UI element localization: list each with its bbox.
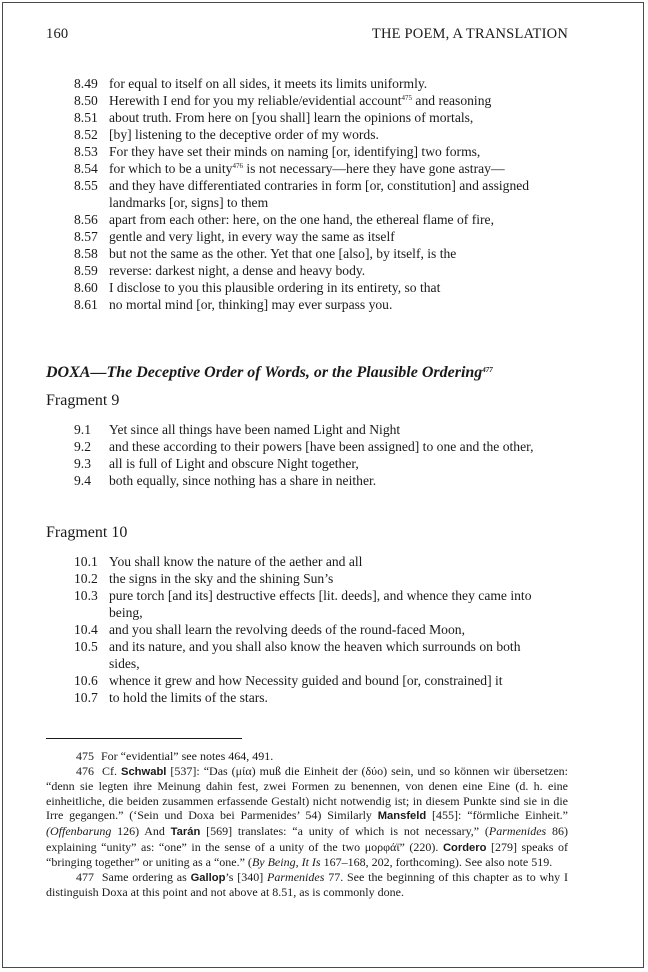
verse-line — [74, 689, 608, 706]
line-number: 8.60 — [74, 280, 98, 295]
section-title: DOXA—The Deceptive Order of Words, or the Plausible Ordering$^{477}$ — [46, 364, 493, 381]
line-text: reverse: darkest night, a dense and heavy body. — [109, 263, 366, 278]
line-number: 9.3 — [74, 456, 91, 471]
footnote-ref-475: 475 — [401, 94, 413, 102]
line-number — [74, 194, 109, 211]
fragment10-lines — [74, 553, 608, 706]
running-header — [46, 26, 568, 43]
line-text: to hold the limits of the stars. — [109, 690, 268, 705]
page-number: 160 — [46, 26, 69, 42]
author-name: Mansfeld — [377, 810, 427, 823]
line-number: 8.61 — [74, 297, 98, 312]
verse-line — [74, 75, 608, 92]
author-name: Gallop — [190, 871, 226, 884]
line-text: sides, — [109, 656, 140, 671]
line-text: landmarks [or, signs] to them — [109, 195, 269, 210]
book-title: (Offenbarung — [46, 823, 112, 838]
verse-line — [74, 109, 608, 126]
footnote-477: 477 Same ordering as Gallop’s [340] Parmenides 77. See the beginning of this chapter as to why I distinguish Doxa at this point and not above at 8.51, as is commonly done. — [46, 869, 568, 900]
line-text: and you shall learn the revolving deeds of the round-faced Moon, — [109, 622, 465, 637]
line-text: for equal to itself on all sides, it meets its limits uniformly. — [109, 76, 428, 91]
footnote-number: 476 — [76, 763, 94, 778]
verse-line — [74, 126, 608, 143]
line-number: 8.52 — [74, 127, 98, 142]
book-title: By Being, It Is — [251, 855, 321, 870]
line-number: 8.49 — [74, 76, 98, 91]
footnote-476: 476 Cf. Schwabl [537]: “Das (μία) muß die Einheit der (δύο) sein, und so können wir übersetzen: “denn sie legten ihre Meinung dahin fest, zwei Formen zu benennen, von denen eine Eine (d. h. eine einheitliche, die beiden zusammen erfassende Gestalt) nicht notwendig ist; in diesem Punkte sind sie in die Irre gegangen.” (‘Sein und Doxa bei Parmenides’ 54) Similarly Mansfeld [455]: “förmliche Einheit.” (Offenbarung 126) And Tarán [569] translates: “a unity of which is not necessary,” (Parmenides 86) explaining “unity” as: “one” in the sense of a unity of the two μορφάϊ” (220). Cordero [279] speaks of “bringing together” or uniting as a “one.” (By Being, It Is 167–168, 202, forthcoming). See also note 519. — [46, 763, 569, 870]
line-text: [by] listening to the deceptive order of my words. — [109, 127, 379, 142]
verse-line — [74, 472, 608, 489]
footnotes — [46, 749, 568, 900]
line-number: 8.59 — [74, 263, 98, 278]
verse-line-continuation — [74, 655, 608, 672]
running-title: THE POEM, A TRANSLATION — [371, 26, 568, 42]
line-number: 10.7 — [74, 690, 98, 705]
line-text: both equally, since nothing has a share in neither. — [109, 473, 377, 488]
line-number: 10.6 — [74, 673, 98, 688]
line-text: apart from each other: here, on the one hand, the ethereal flame of fire, — [109, 212, 494, 227]
line-text: for which to be a unity — [109, 161, 233, 176]
line-text: whence it grew and how Necessity guided and bound [or, constrained] it — [109, 673, 503, 688]
line-number: 8.50 — [74, 93, 98, 108]
fragment8-lines — [74, 75, 608, 313]
line-number: 10.3 — [74, 588, 98, 603]
footnote-ref-477: 477 — [482, 366, 493, 374]
fragment-9-heading: Fragment 9 — [46, 392, 120, 409]
line-number: 9.4 — [74, 473, 91, 488]
line-text: gentle and very light, in every way the same as itself — [109, 229, 395, 244]
verse-line — [74, 421, 608, 438]
verse-line — [74, 587, 608, 604]
verse-line-continuation — [74, 604, 608, 621]
line-number: 9.1 — [74, 422, 91, 437]
line-number: 8.54 — [74, 161, 98, 176]
line-text: being, — [109, 605, 143, 620]
line-text: about truth. From here on [you shall] learn the opinions of mortals, — [109, 110, 474, 125]
line-text: and they have differentiated contraries in form [or, constitution] and assigned — [109, 178, 530, 193]
line-text: and these according to their powers [have been assigned] to one and the other, — [109, 439, 534, 454]
line-text: You shall know the nature of the aether and all — [109, 554, 363, 569]
line-number — [74, 604, 109, 621]
line-text: the signs in the sky and the shining Sun’s — [109, 571, 334, 586]
line-number — [74, 655, 109, 672]
footnote-number: 475 — [76, 749, 94, 763]
author-name: Tarán — [170, 825, 201, 838]
line-number: 8.53 — [74, 144, 98, 159]
verse-line — [74, 211, 608, 228]
line-number: 8.58 — [74, 246, 98, 261]
book-title: Parmenides — [488, 823, 547, 838]
verse-line — [74, 455, 608, 472]
verse-line-continuation — [74, 194, 608, 211]
verse-line — [74, 570, 608, 587]
line-number: 10.2 — [74, 571, 98, 586]
line-text: I disclose to you this plausible ordering in its entirety, so that — [109, 280, 441, 295]
footnote-475: 475 For “evidential” see notes 464, 491. — [76, 749, 274, 763]
footnote-rule — [46, 738, 242, 739]
verse-line — [74, 228, 608, 245]
verse-line — [74, 143, 608, 160]
verse-line — [74, 262, 608, 279]
verse-line — [74, 245, 608, 262]
verse-line — [74, 672, 608, 689]
verse-line — [74, 92, 608, 109]
line-text: Herewith I end for you my reliable/evidential account — [109, 93, 402, 108]
line-text: Yet since all things have been named Light and Night — [109, 422, 401, 437]
verse-line — [74, 638, 608, 655]
verse-line — [74, 621, 608, 638]
line-number: 8.56 — [74, 212, 98, 227]
verse-line — [74, 296, 608, 313]
line-text: and reasoning — [412, 93, 492, 108]
verse-line — [74, 279, 608, 296]
author-name: Schwabl — [121, 765, 167, 778]
fragment-10-heading: Fragment 10 — [46, 524, 128, 541]
line-number: 10.4 — [74, 622, 98, 637]
line-number: 8.55 — [74, 178, 98, 193]
line-text: and its nature, and you shall also know the heaven which surrounds on both — [109, 639, 521, 654]
line-number: 9.2 — [74, 439, 91, 454]
verse-line — [74, 438, 608, 455]
line-text: but not the same as the other. Yet that one [also], by itself, is the — [109, 246, 457, 261]
line-number: 10.1 — [74, 554, 98, 569]
line-text: no mortal mind [or, thinking] may ever surpass you. — [109, 297, 393, 312]
book-title: Parmenides — [267, 869, 325, 884]
verse-line — [74, 177, 608, 194]
line-text: all is full of Light and obscure Night together, — [109, 456, 359, 471]
line-number: 8.57 — [74, 229, 98, 244]
footnote-ref-476: 476 — [232, 162, 243, 170]
line-number: 8.51 — [74, 110, 98, 125]
line-text: For they have set their minds on naming [or, identifying] two forms, — [109, 144, 481, 159]
fragment9-lines — [74, 421, 608, 489]
author-name: Cordero — [442, 841, 487, 854]
line-text: pure torch [and its] destructive effects [lit. deeds], and whence they came into — [109, 588, 532, 603]
line-number: 10.5 — [74, 639, 98, 654]
verse-line — [74, 553, 608, 570]
verse-line — [74, 160, 608, 177]
footnote-number: 477 — [76, 869, 94, 884]
line-text: is not necessary—here they have gone astray— — [242, 161, 505, 176]
